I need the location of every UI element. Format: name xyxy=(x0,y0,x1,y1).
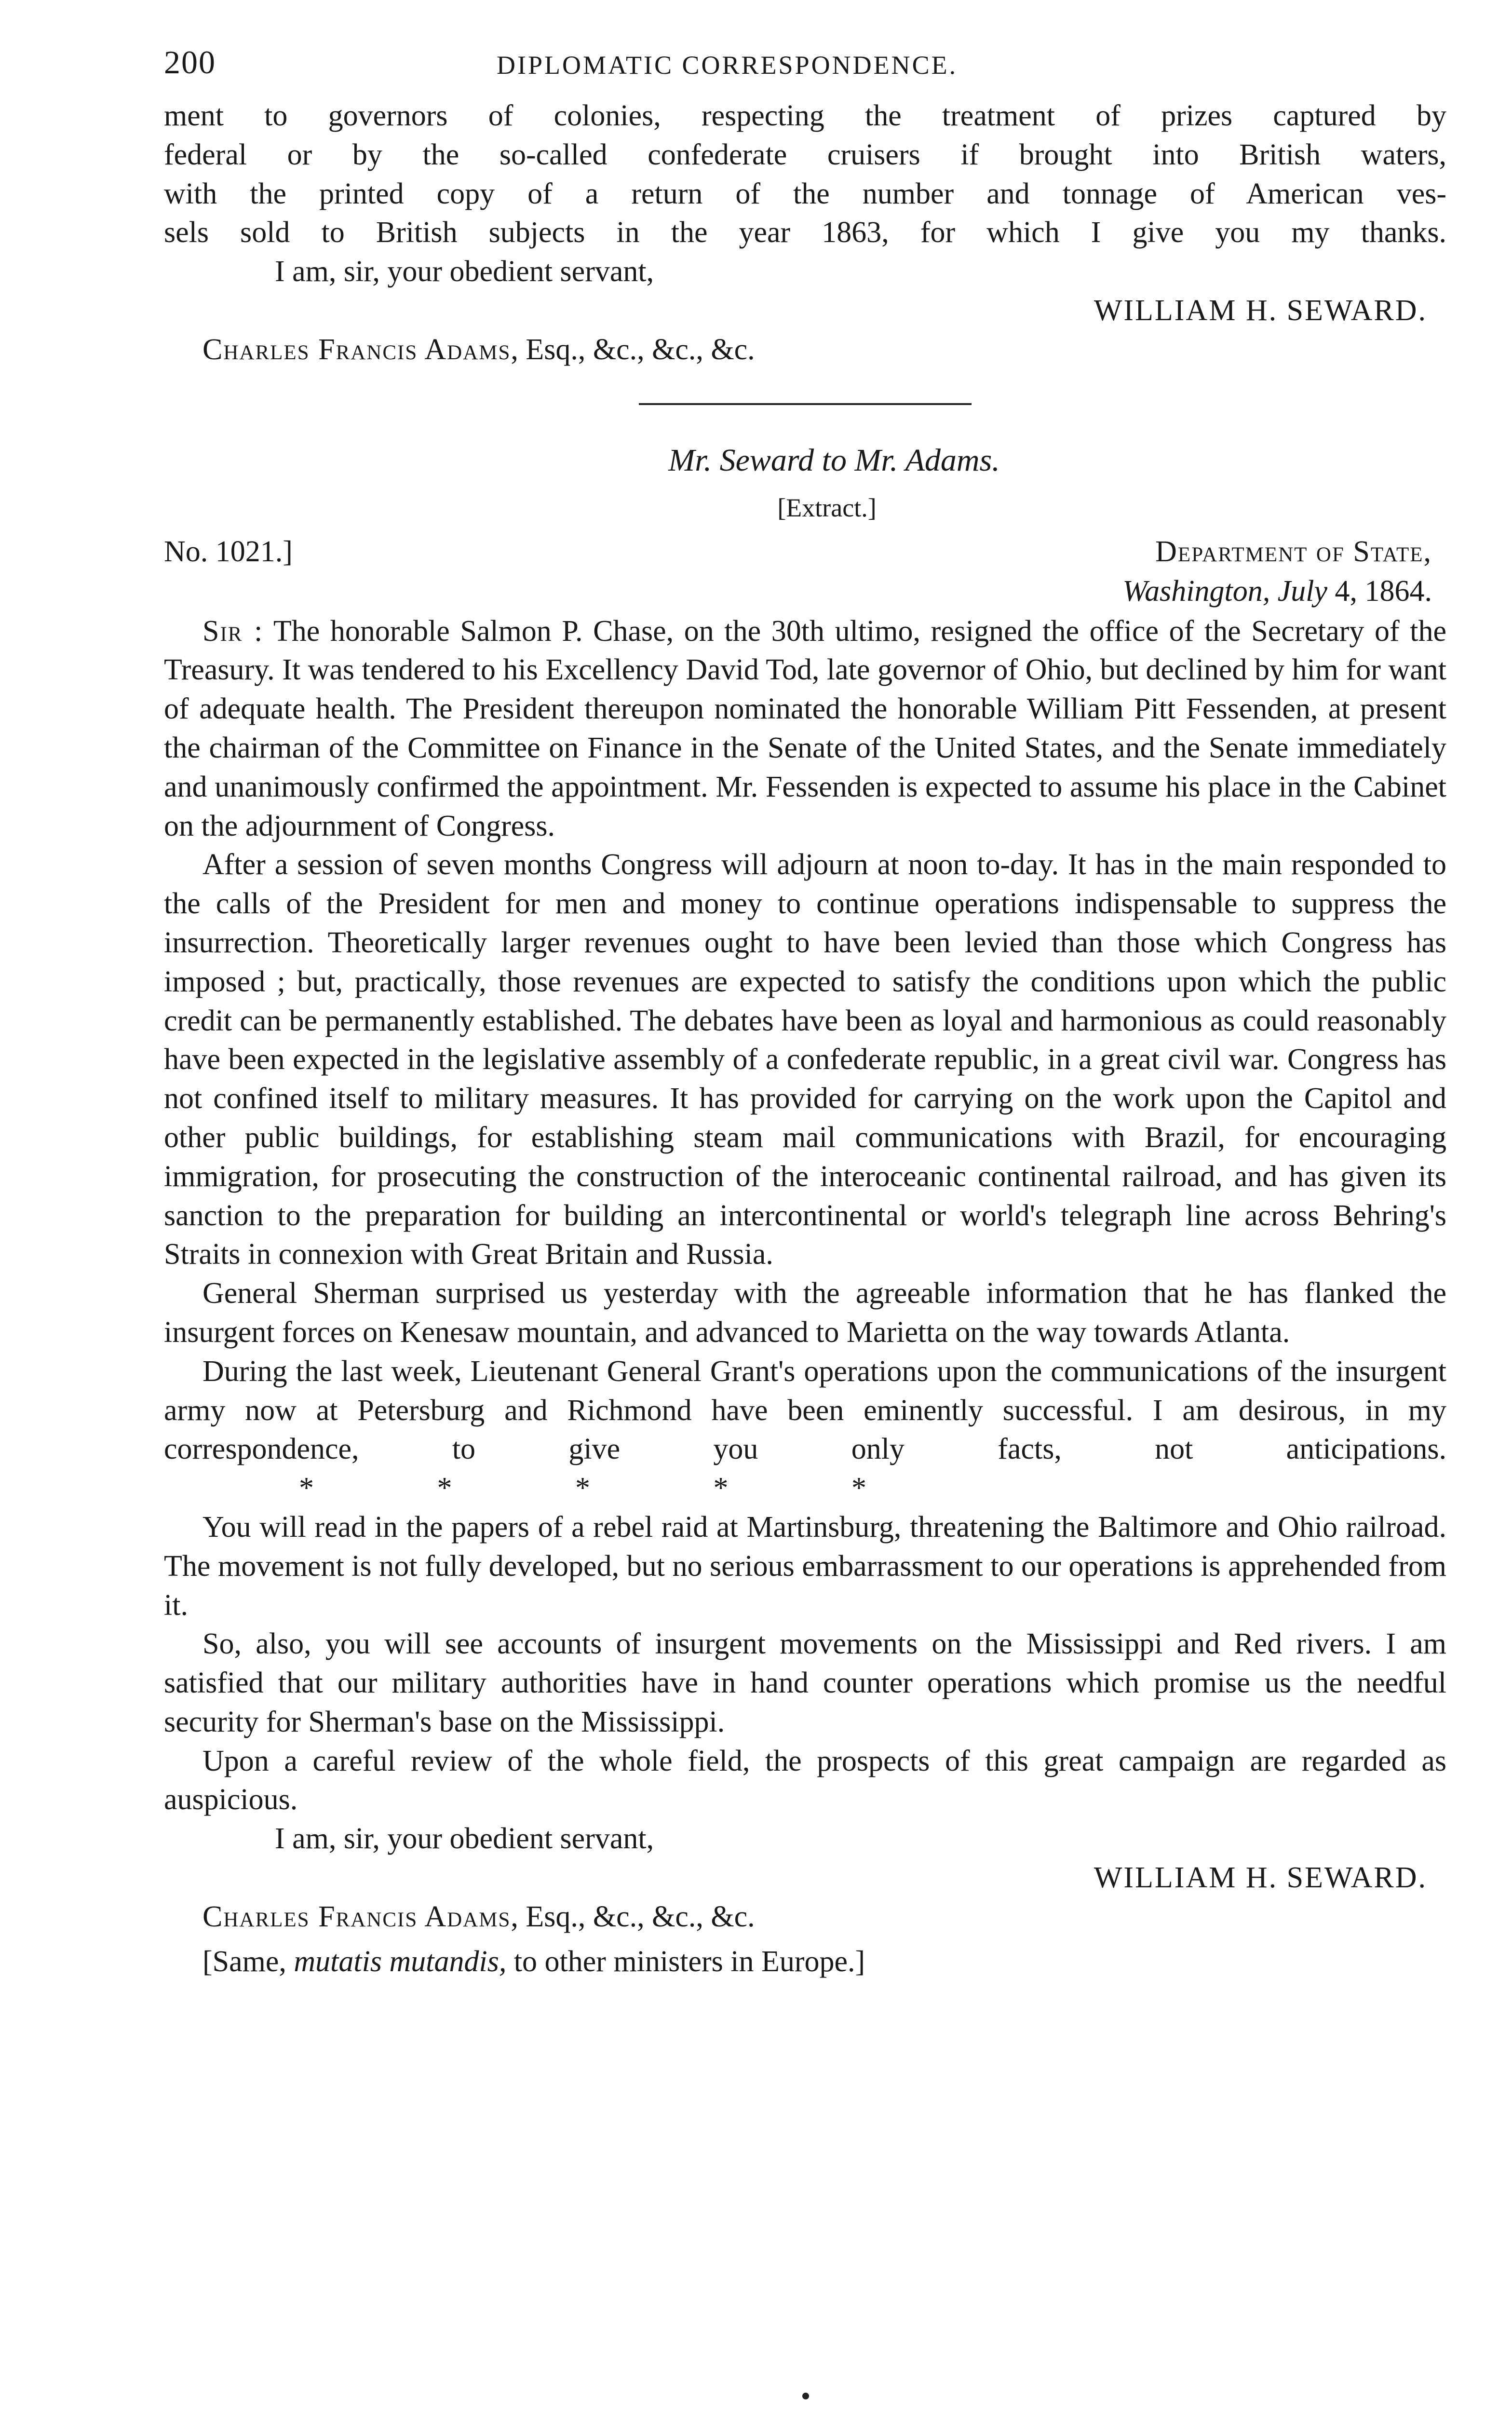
prior-signature: WILLIAM H. SEWARD. xyxy=(1094,294,1427,327)
paragraph-4 xyxy=(164,1352,1446,1508)
document-page xyxy=(164,43,1446,1981)
prior-addressee xyxy=(202,330,1446,369)
prior-addressee-name: Charles Francis Adams xyxy=(202,333,511,366)
department-name: Department of State, xyxy=(1155,535,1432,568)
prior-letter-line-3: with the printed copy of a return of the number and tonnage of American ves- xyxy=(164,177,1446,210)
paragraph-7: Upon a careful review of the whole field, the prospects of this great campaign are regarded as auspicious. xyxy=(164,1744,1446,1816)
page-mark xyxy=(802,2393,809,2399)
prior-letter-end xyxy=(164,96,1446,369)
letter-addressee-suffix: , Esq., &c., &c., &c. xyxy=(511,1900,755,1933)
letter-addressee-name: Charles Francis Adams xyxy=(202,1900,511,1933)
dispatch-date-rest: 4, 1864. xyxy=(1327,574,1432,608)
paragraph-1 xyxy=(164,612,1446,846)
running-head xyxy=(164,43,1446,96)
running-title: DIPLOMATIC CORRESPONDENCE. xyxy=(497,51,958,80)
prior-letter-line-1: ment to governors of colonies, respecting the treatment of prizes captured by xyxy=(164,99,1446,132)
dateline xyxy=(164,532,1446,612)
page-number: 200 xyxy=(164,44,216,81)
ellipsis-stars: * * * * * xyxy=(299,1472,924,1505)
dispatch-number: No. 1021.] xyxy=(164,535,293,568)
prior-closing: I am, sir, your obedient servant, xyxy=(275,255,654,288)
distribution-note-open: [Same, xyxy=(202,1945,294,1978)
letter-heading: Mr. Seward to Mr. Adams. xyxy=(668,442,1000,478)
extract-note: [Extract.] xyxy=(777,493,877,522)
paragraph-6: So, also, you will see accounts of insurgent movements on the Mississippi and Red rivers. I am satisfied that our military authorities have in hand counter operations which promise us the needful security for Sherman's base on the Mississippi. xyxy=(164,1627,1446,1738)
distribution-note-close: to other ministers in Europe.] xyxy=(506,1945,865,1978)
prior-letter-line-4: sels sold to British subjects in the year 1863, for which I give you my thanks. xyxy=(164,216,1446,249)
prior-addressee-suffix: , Esq., &c., &c., &c. xyxy=(511,333,755,366)
prior-letter-line-2: federal or by the so-called confederate cruisers if brought into British waters, xyxy=(164,138,1446,171)
salutation: Sir : xyxy=(202,614,264,648)
paragraph-5: You will read in the papers of a rebel raid at Martinsburg, threatening the Baltimore and Ohio railroad. The movement is not fully developed, but no serious embarrassment to our operations is apprehended from it. xyxy=(164,1510,1446,1622)
dispatch-date xyxy=(1122,572,1432,611)
dispatch-place: Washington, July xyxy=(1122,574,1327,608)
distribution-note-italic: mutatis mutandis, xyxy=(294,1945,507,1978)
letter-addressee xyxy=(202,1897,1446,1937)
paragraph-2: After a session of seven months Congress will adjourn at noon to-day. It has in the main responded to the calls of the President for men and money to continue operations indispensable to suppress the insurrection. Theoretically larger revenues ought to have been levied than those which Congress has imposed ; but, practically, those revenues are expected to satisfy the conditions upon which the public credit can be permanently established. The debates have been as loyal and harmonious as could reasonably have been expected in the legislative assembly of a confederate republic, in a great civil war. Congress has not confined itself to military measures. It has provided for carrying on the work upon the Capitol and other public buildings, for establishing steam mail communications with Brazil, for encouraging immigration, for prosecuting the construction of the interoceanic continental railroad, and has given its sanction to the preparation for building an intercontinental or world's telegraph line across Behring's Straits in connexion with Great Britain and Russia. xyxy=(164,848,1446,1271)
section-divider xyxy=(639,403,972,405)
letter-signature: WILLIAM H. SEWARD. xyxy=(1094,1861,1427,1895)
distribution-note xyxy=(202,1942,1446,1981)
paragraph-4-text: During the last week, Lieutenant General Grant's operations upon the communications of the insurgent army now at Petersburg and Richmond have been eminently successful. I am desirous, in my correspondence, to give you only facts, not anticipations. xyxy=(164,1354,1446,1466)
paragraph-1-text: The honorable Salmon P. Chase, on the 30th ultimo, resigned the office of the Secretary of the Treasury. It was tendered to his Excellency David Tod, late governor of Ohio, but declined by him for want of adequate health. The President thereupon nominated the honorable William Pitt Fessenden, at present the chairman of the Committee on Finance in the Senate of the United States, and the Senate immediately and unanimously confirmed the appointment. Mr. Fessenden is expected to assume his place in the Cabinet on the adjournment of Congress. xyxy=(164,614,1446,842)
letter-closing: I am, sir, your obedient servant, xyxy=(275,1822,654,1856)
paragraph-3: General Sherman surprised us yesterday with the agreeable information that he has flanked the insurgent forces on Kenesaw mountain, and advanced to Marietta on the way towards Atlanta. xyxy=(164,1277,1446,1349)
